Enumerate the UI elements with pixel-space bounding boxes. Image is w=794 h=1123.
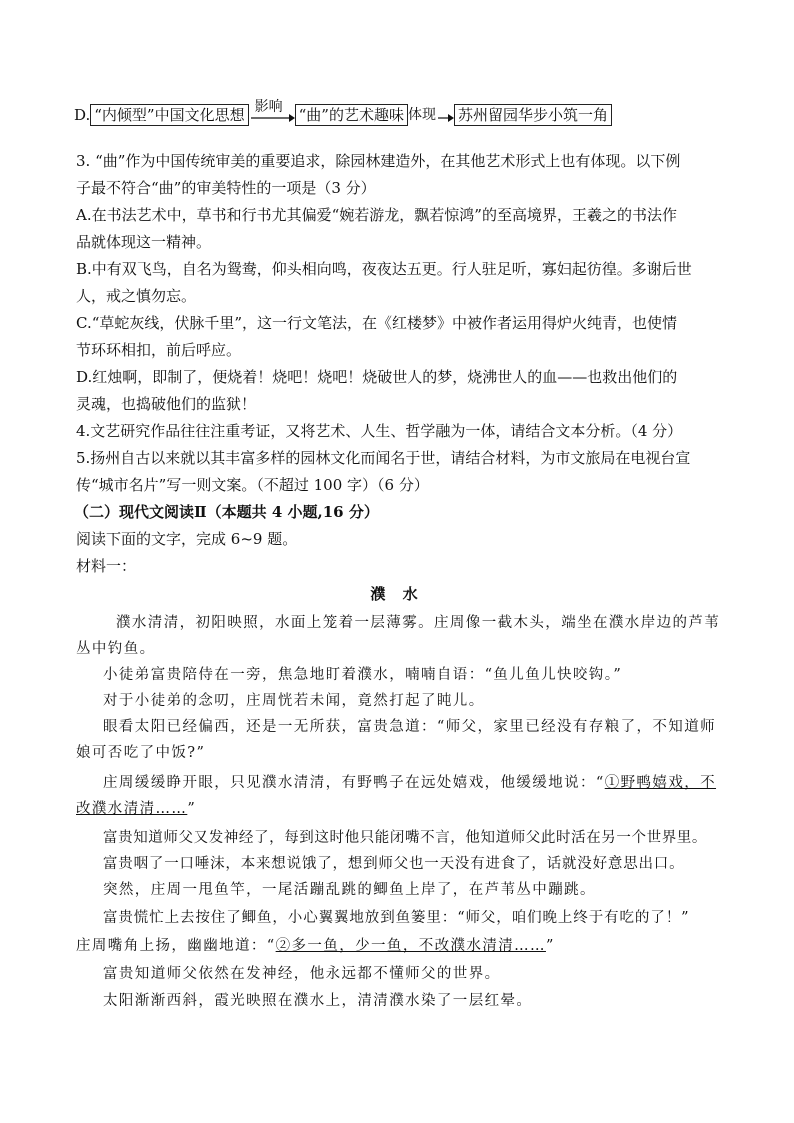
story-p5-quote-underlined: ①野鸭嬉戏，不	[604, 775, 717, 791]
section-heading: （二）现代文阅读Ⅱ（本题共 4 小题,16 分）	[74, 503, 379, 521]
story-paragraph-5-line2	[76, 798, 196, 820]
diagram-arrow-embody	[408, 106, 454, 126]
q3-option-c-line1: C.“草蛇灰线，伏脉千里”，这一行文笔法，在《红楼梦》中被作者运用得炉火纯青，也使情	[76, 314, 678, 332]
diagram-box-garden-corner: 苏州留园华步小筑一角	[454, 104, 612, 126]
q3-option-c-line2: 节环环相扣，前后呼应。	[76, 341, 242, 359]
arrow-right-icon	[249, 106, 295, 126]
diagram-box-culture-thought: “内倾型”中国文化思想	[90, 104, 248, 126]
diagram-arrow-influence	[249, 99, 295, 126]
option-d-diagram	[74, 99, 612, 126]
q3-option-a-line2: 品就体现这一精神。	[76, 233, 212, 251]
story-paragraph-5-line1	[103, 772, 716, 794]
story-p9-text: 庄周嘴角上扬，幽幽地道：“	[76, 938, 276, 954]
q3-option-b-line1: B.中有双飞鸟，自名为鸳鸯，仰头相向鸣，夜夜达五更。行人驻足听，寡妇起彷徨。多谢后世	[76, 260, 692, 278]
story-paragraph-7: 富贵咽了一口唾沫，本来想说饿了，想到师父也一天没有进食了，话就没好意思出口。	[103, 856, 685, 872]
story-paragraph-8: 突然，庄周一甩鱼竿，一尾活蹦乱跳的鲫鱼上岸了，在芦苇丛中蹦跳。	[103, 882, 596, 898]
story-title: 濮 水	[370, 585, 424, 603]
arrow-label-influence: 影响	[254, 99, 283, 115]
arrow-label-embody: 体现	[407, 107, 436, 123]
story-paragraph-2: 小徒弟富贵陪侍在一旁，焦急地盯着濮水，喃喃自语：“鱼儿鱼儿快咬钩。”	[103, 667, 623, 683]
story-paragraph-4-line1: 眼看太阳已经偏西，还是一无所获，富贵急道：“师父，家里已经没有存粮了，不知道师	[103, 719, 717, 735]
material-label: 材料一：	[76, 557, 137, 575]
story-paragraph-9-line2	[76, 935, 555, 957]
story-paragraph-10: 富贵知道师父依然在发神经，他永远都不懂师父的世界。	[103, 966, 501, 982]
q3-stem-line1: 3. “曲”作为中国传统审美的重要追求，除园林建造外，在其他艺术形式上也有体现。以下例	[76, 152, 681, 170]
q3-option-b-line2: 人，戒之慎勿忘。	[76, 287, 197, 305]
diagram-box-art-taste: “曲”的艺术趣味	[295, 104, 408, 126]
story-paragraph-1-line1: 濮水清清，初阳映照，水面上笼着一层薄雾。庄周像一截木头，端坐在濮水岸边的芦苇	[116, 615, 721, 631]
q3-option-d-line1: D.红烛啊，即制了，便烧着！烧吧！烧吧！烧破世人的梦，烧沸世人的血——也救出他们的	[76, 368, 678, 386]
story-paragraph-4-line2: 娘可否吃了中饭?”	[76, 745, 206, 761]
q3-stem-line2: 子最不符合“曲”的审美特性的一项是（3 分）	[76, 179, 376, 197]
story-paragraph-11: 太阳渐渐西斜，霞光映照在濮水上，清清濮水染了一层红晕。	[103, 993, 533, 1009]
story-paragraph-3: 对于小徒弟的念叨，庄周恍若未闻，竟然打起了盹儿。	[103, 693, 485, 709]
story-p5-quote-underlined-cont: 改濮水清清……	[76, 801, 188, 817]
story-p9-close-quote: ”	[545, 938, 555, 954]
story-p5-text: 庄周缓缓睁开眼，只见濮水清清，有野鸭子在远处嬉戏，他缓缓地说：“	[103, 775, 605, 791]
story-paragraph-6: 富贵知道师父又发神经了，每到这时他只能闭嘴不言，他知道师父此时活在另一个世界里。	[103, 830, 707, 846]
story-p9-quote-underlined: ②多一鱼，少一鱼，不改濮水清清……	[275, 938, 546, 954]
story-paragraph-9-line1: 富贵慌忙上去按住了鲫鱼，小心翼翼地放到鱼篓里：“师父，咱们晚上终于有吃的了！”	[103, 910, 690, 926]
story-p5-close-quote: ”	[187, 801, 197, 817]
arrow-right-icon	[408, 106, 454, 126]
q5-stem-line2: 传“城市名片”写一则文案。（不超过 100 字）（6 分）	[76, 476, 429, 494]
q3-option-d-line2: 灵魂，也捣破他们的监狱！	[76, 395, 257, 413]
story-paragraph-1-line2: 丛中钓鱼。	[76, 641, 156, 657]
option-d-prefix: D.	[74, 106, 91, 124]
q5-stem-line1: 5.扬州自古以来就以其丰富多样的园林文化而闻名于世，请结合材料，为市文旅局在电视台宣	[76, 449, 691, 467]
q3-option-a-line1: A.在书法艺术中，草书和行书尤其偏爱“婉若游龙，飘若惊鸿”的至高境界，王羲之的书法作	[76, 206, 677, 224]
q4-stem: 4.文艺研究作品往往注重考证，又将艺术、人生、哲学融为一体，请结合文本分析。（4 分）	[76, 422, 683, 440]
section-instruction: 阅读下面的文字，完成 6~9 题。	[76, 530, 298, 548]
